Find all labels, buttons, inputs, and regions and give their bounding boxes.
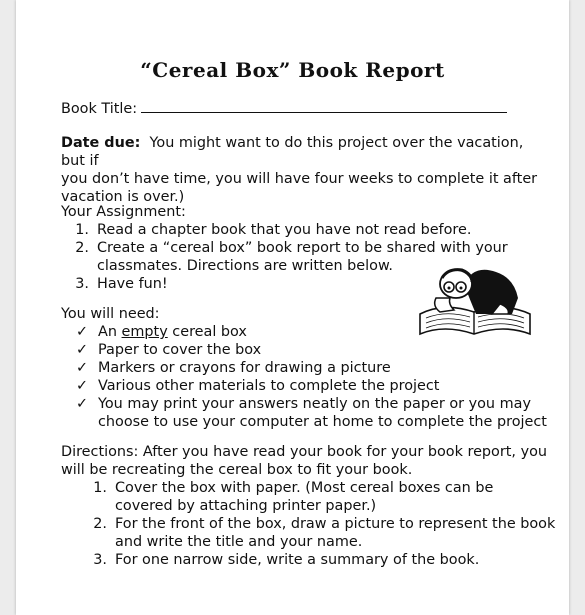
date-due-line-1 [61, 134, 541, 170]
material-item-3: ✓ Markers or crayons for drawing a picture [76, 360, 391, 376]
materials-section [61, 305, 561, 431]
direction-item-1-cont: covered by attaching printer paper.) [115, 498, 377, 514]
assignment-heading: Your Assignment: [61, 204, 186, 220]
date-due-label: Date due: [61, 135, 141, 151]
assignment-item-2-cont: classmates. Directions are written below. [97, 258, 393, 274]
book-title-label: Book Title: [61, 101, 138, 117]
material-item-5-cont: choose to use your computer at home to complete the project [98, 414, 547, 430]
check-icon: ✓ [76, 378, 89, 394]
directions-list [61, 479, 561, 569]
date-due-line-3: vacation is over.) [61, 189, 185, 205]
materials-heading: You will need: [61, 306, 160, 322]
material-item-1: ✓ An empty cereal box [76, 324, 247, 340]
date-due-text-1: You might want to do this project over the vacation, but if [61, 135, 524, 169]
directions-line-2: will be recreating the cereal box to fit your book. [61, 462, 413, 478]
page-title: “Cereal Box” Book Report [140, 58, 445, 82]
material-item-2: ✓ Paper to cover the box [76, 342, 262, 358]
check-icon: ✓ [76, 396, 89, 412]
direction-item-2: 2. For the front of the box, draw a picture to represent the book [93, 516, 556, 532]
materials-list [61, 323, 561, 431]
book-title-blank-line [141, 100, 507, 113]
date-due-line-2: you don’t have time, you will have four weeks to complete it after [61, 171, 538, 187]
date-due-paragraph [61, 134, 541, 206]
directions-section [61, 443, 561, 569]
assignment-item-1: 1. Read a chapter book that you have not read before. [75, 222, 472, 238]
assignment-item-2: 2. Create a “cereal box” book report to be shared with your [75, 240, 508, 256]
direction-item-2-cont: and write the title and your name. [115, 534, 363, 550]
directions-line-1: Directions: After you have read your book for your book report, you [61, 444, 548, 460]
check-icon: ✓ [76, 342, 89, 358]
book-title-field [61, 100, 507, 118]
material-item-4: ✓ Various other materials to complete the project [76, 378, 440, 394]
material-item-5: ✓ You may print your answers neatly on the paper or you may [76, 396, 531, 412]
check-icon: ✓ [76, 324, 89, 340]
document-page [16, 0, 569, 615]
check-icon: ✓ [76, 360, 89, 376]
assignment-item-3: 3. Have fun! [75, 276, 168, 292]
direction-item-1: 1. Cover the box with paper. (Most cereal boxes can be [93, 480, 494, 496]
direction-item-3: 3. For one narrow side, write a summary of the book. [93, 552, 480, 568]
